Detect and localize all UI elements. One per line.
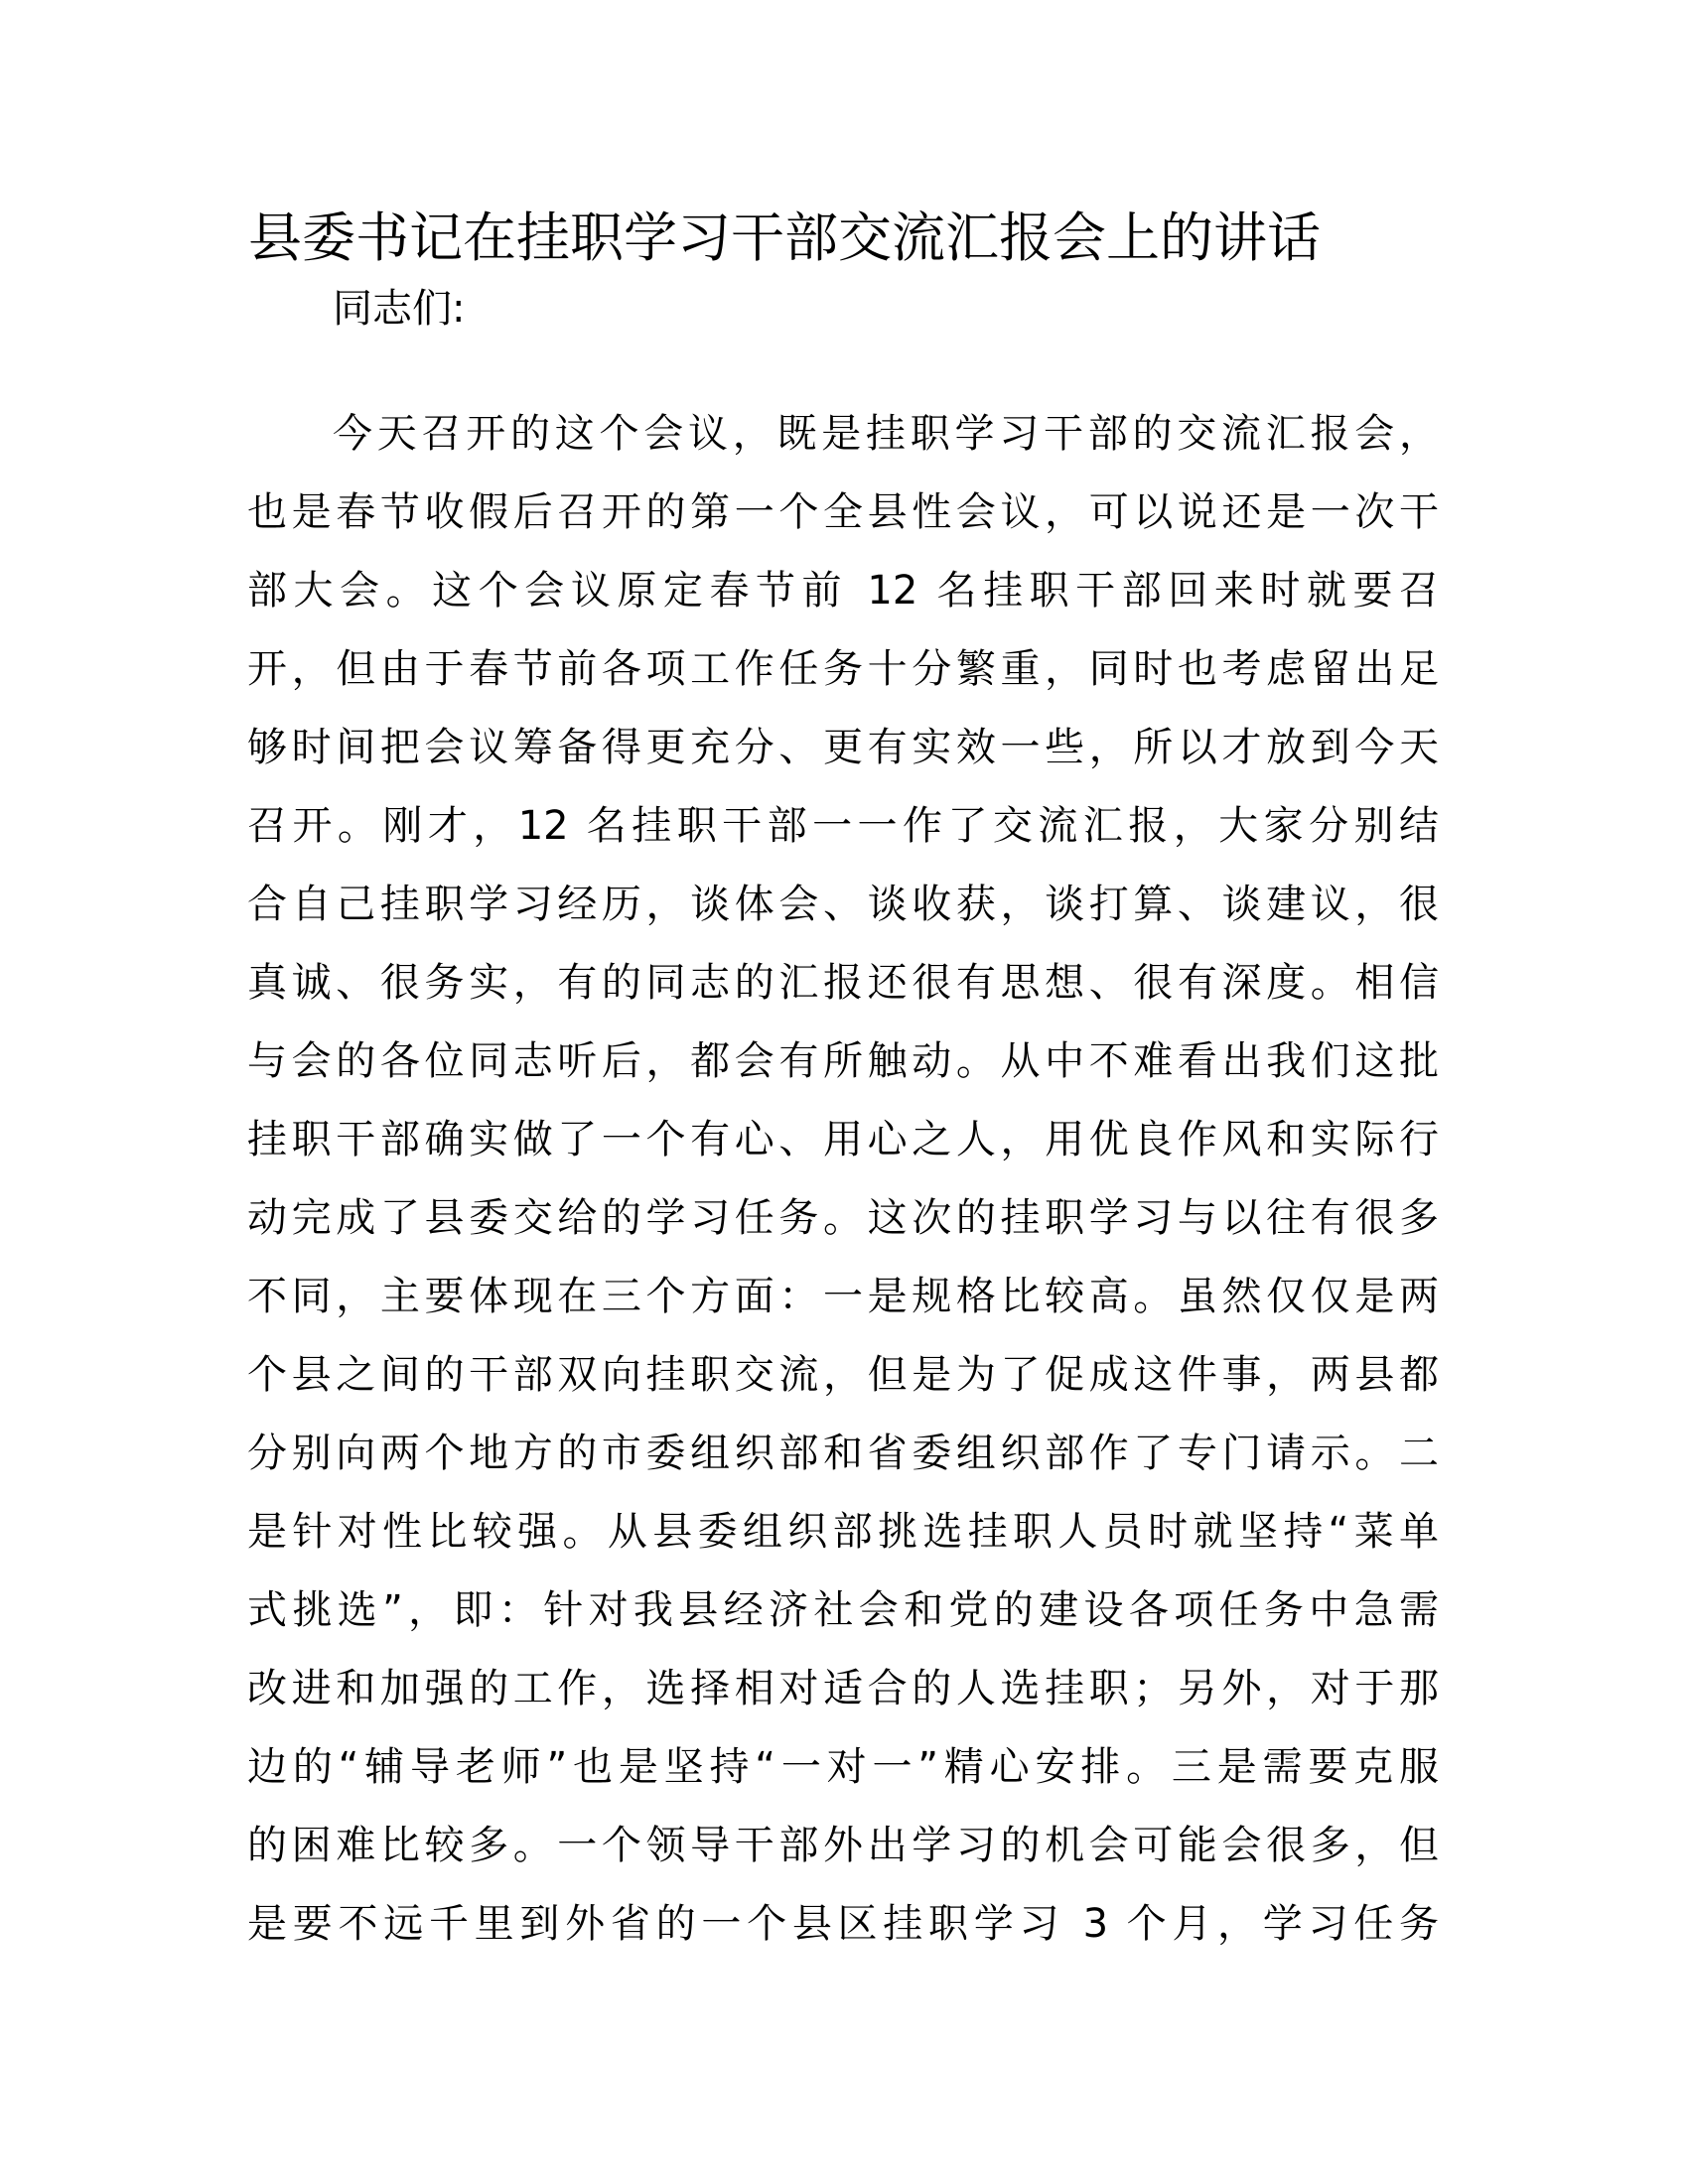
- body-line: 动完成了县委交给的学习任务。这次的挂职学习与以往有很多: [247, 1195, 1439, 1241]
- body-line: 不同，主要体现在三个方面：一是规格比较高。虽然仅仅是两: [247, 1274, 1439, 1319]
- body-line: 挂职干部确实做了一个有心、用心之人，用优良作风和实际行: [247, 1117, 1439, 1162]
- body-line: 召开。刚才，12 名挂职干部一一作了交流汇报，大家分别结: [247, 803, 1439, 849]
- body-paragraph: [247, 395, 1439, 1964]
- salutation: 同志们:: [333, 286, 466, 332]
- body-line: 是针对性比较强。从县委组织部挑选挂职人员时就坚持“菜单: [247, 1509, 1439, 1555]
- body-line: 合自己挂职学习经历，谈体会、谈收获，谈打算、谈建议，很: [247, 882, 1439, 927]
- body-line: 改进和加强的工作，选择相对适合的人选挂职；另外，对于那: [247, 1666, 1439, 1711]
- body-line: 边的“辅导老师”也是坚持“一对一”精心安排。三是需要克服: [247, 1744, 1439, 1790]
- body-line: 式挑选”，即：针对我县经济社会和党的建设各项任务中急需: [247, 1587, 1439, 1633]
- body-line: 的困难比较多。一个领导干部外出学习的机会可能会很多，但: [247, 1823, 1439, 1868]
- body-line: 与会的各位同志听后，都会有所触动。从中不难看出我们这批: [247, 1038, 1439, 1084]
- body-line: 也是春节收假后召开的第一个全县性会议，可以说还是一次干: [247, 489, 1439, 535]
- body-line: 个县之间的干部双向挂职交流，但是为了促成这件事，两县都: [247, 1352, 1439, 1398]
- document-title: 县委书记在挂职学习干部交流汇报会上的讲话: [248, 206, 1321, 269]
- body-line: 够时间把会议筹备得更充分、更有实效一些，所以才放到今天: [247, 725, 1439, 770]
- body-line: 是要不远千里到外省的一个县区挂职学习 3 个月，学习任务: [247, 1901, 1439, 1947]
- body-line: 真诚、很务实，有的同志的汇报还很有思想、很有深度。相信: [247, 960, 1439, 1006]
- body-line: 分别向两个地方的市委组织部和省委组织部作了专门请示。二: [247, 1431, 1439, 1476]
- body-line: 今天召开的这个会议，既是挂职学习干部的交流汇报会，: [333, 411, 1439, 457]
- body-line: 开，但由于春节前各项工作任务十分繁重，同时也考虑留出足: [247, 646, 1439, 692]
- body-line: 部大会。这个会议原定春节前 12 名挂职干部回来时就要召: [247, 568, 1439, 614]
